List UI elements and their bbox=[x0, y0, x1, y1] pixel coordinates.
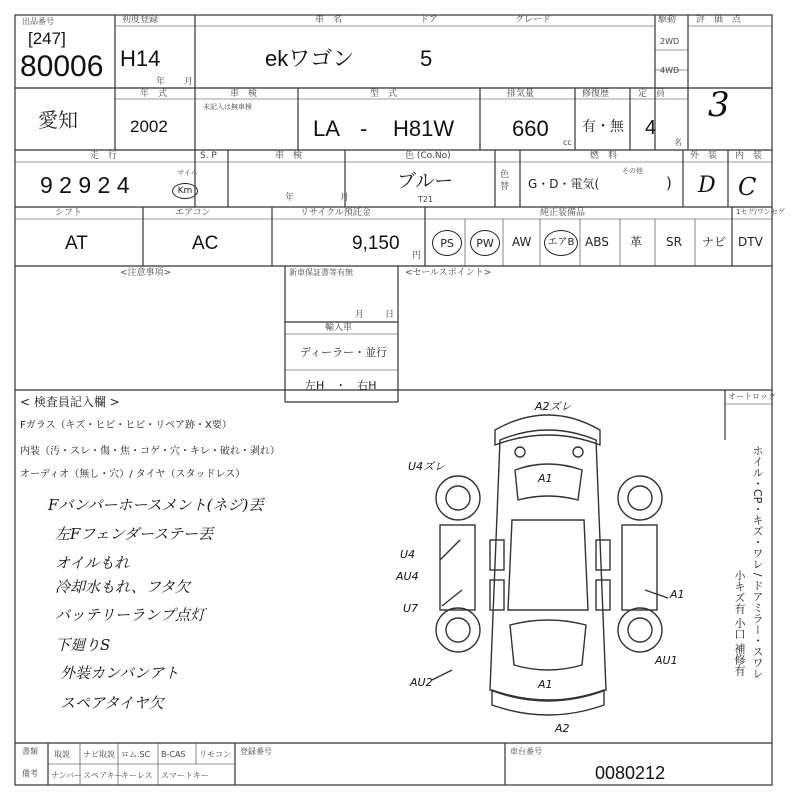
equipment-dtv: DTV bbox=[738, 235, 763, 249]
diagram-mark: AU2 bbox=[410, 676, 433, 689]
sp-label: S. P bbox=[200, 151, 217, 161]
diagram-mark: A2 bbox=[555, 722, 570, 735]
history-label: 修復歴 bbox=[582, 89, 610, 99]
door-label: ドア bbox=[420, 15, 438, 25]
fuel-label: 燃 料 bbox=[590, 151, 618, 161]
grade-label: グレード bbox=[515, 15, 552, 25]
drive-4wd: 4WD bbox=[660, 66, 680, 75]
equipment-aw: AW bbox=[512, 235, 532, 249]
diagram-mark: U4 bbox=[400, 548, 416, 561]
displacement-label: 排気量 bbox=[507, 89, 535, 99]
diagram-mark: AU4 bbox=[396, 570, 419, 583]
footer-item: キーレス bbox=[121, 771, 153, 780]
diagram-mark: AU1 bbox=[655, 654, 678, 667]
footer-item: スペアキー bbox=[83, 771, 123, 780]
displacement-unit: cc bbox=[563, 138, 572, 147]
inspector-note: Fバンパーホースメント(ネジ)丟 bbox=[48, 496, 264, 514]
equipment-label: 純正装備品 bbox=[540, 208, 586, 218]
first-reg-year-unit: 年 bbox=[156, 77, 166, 87]
mileage-value: 9 2 9 2 4 bbox=[40, 172, 130, 198]
footer-item: 取説 bbox=[54, 750, 70, 759]
vehicle-inspect-label: 車 検 bbox=[275, 151, 303, 161]
year-label: 年 式 bbox=[140, 89, 168, 99]
lane-number: [247] bbox=[28, 29, 66, 48]
vehicle-inspect-year: 年 bbox=[285, 193, 295, 203]
equipment-ps: PS bbox=[432, 230, 462, 256]
equipment-navi: ナビ bbox=[702, 235, 727, 249]
model-value: H81W bbox=[393, 116, 455, 141]
displacement-value: 660 bbox=[512, 116, 549, 141]
warranty-label: 新車保証書等有無 bbox=[289, 268, 353, 277]
mileage-unit-mile: マイル bbox=[177, 169, 198, 177]
capacity-unit: 名 bbox=[674, 138, 682, 147]
f-glass-line: Fガラス（キズ・ヒビ・ヒビ・リペア跡・X要） bbox=[20, 420, 232, 431]
model-label: 型 式 bbox=[370, 89, 398, 99]
color-code: T21 bbox=[418, 195, 434, 204]
diagram-mark: A2ズレ bbox=[535, 400, 572, 413]
recycle-unit: 円 bbox=[412, 251, 422, 261]
history-value: 有・無 bbox=[582, 119, 624, 135]
region: 愛知 bbox=[38, 108, 78, 132]
side-note-2: 小キズ有 小口 補修有 bbox=[733, 570, 746, 676]
color-change-label: 色替 bbox=[500, 170, 510, 192]
inspector-note: 冷却水もれ、フタ欠 bbox=[55, 578, 190, 596]
score-value: 3 bbox=[708, 85, 730, 125]
inspector-note: 下廻りS bbox=[55, 636, 111, 654]
interior-value: C bbox=[738, 173, 757, 201]
footer-item: B-CAS bbox=[161, 750, 186, 759]
recycle-value: 9,150 bbox=[352, 233, 400, 254]
footer-item: スマートキー bbox=[161, 771, 209, 780]
frame-number: 0080212 bbox=[595, 763, 666, 783]
model-prefix: LA bbox=[313, 116, 340, 141]
inspector-title: < 検査員記入欄 > bbox=[20, 395, 120, 409]
aircon-label: エアコン bbox=[175, 208, 211, 218]
model-dash: - bbox=[360, 116, 368, 141]
handle-label: 左H ・ 右H bbox=[305, 379, 377, 392]
sales-point-label: <セールスポイント> bbox=[405, 268, 492, 278]
equipment-abs: ABS bbox=[585, 235, 609, 249]
footer-item: ナンバー bbox=[51, 771, 83, 780]
drive-2wd: 2WD bbox=[660, 37, 680, 46]
inspector-note: バッテリーランプ点灯 bbox=[55, 606, 206, 624]
score-label: 評 価 点 bbox=[696, 15, 742, 25]
interior-line: 内装（汚・スレ・傷・焦・コゲ・穴・キレ・破れ・剥れ） bbox=[20, 446, 280, 457]
exterior-label: 外 装 bbox=[690, 151, 718, 161]
footer-docs-label: 書類 bbox=[22, 747, 38, 756]
inspector-note: 左Fフェンダーステー丟 bbox=[55, 525, 214, 543]
first-reg-label: 初度登録 bbox=[122, 15, 159, 25]
car-name-value: ekワゴン bbox=[265, 46, 355, 71]
color-value: ブルー bbox=[397, 170, 454, 192]
capacity-label: 定 員 bbox=[638, 89, 666, 99]
year-value: 2002 bbox=[130, 117, 168, 136]
frame-label: 車台番号 bbox=[510, 747, 542, 756]
diagram-mark: A1 bbox=[538, 678, 553, 691]
dealer-label: ディーラー・並行 bbox=[300, 346, 388, 359]
date-month: 月 bbox=[355, 310, 365, 320]
import-label: 輸入車 bbox=[325, 323, 353, 333]
date-day: 日 bbox=[385, 310, 395, 320]
car-damage-diagram bbox=[432, 415, 668, 715]
diagram-mark: U7 bbox=[403, 602, 419, 615]
inspector-note: スペアタイヤ欠 bbox=[60, 694, 164, 712]
drive-label: 駆動 bbox=[658, 15, 677, 25]
equipment-leather: 革 bbox=[630, 235, 643, 249]
inspector-note: 外装カンバンアト bbox=[60, 664, 179, 682]
lot-label: 出品番号 bbox=[22, 17, 54, 26]
oneseg-label: 1セグ/ワンセグ bbox=[736, 208, 785, 216]
door-value: 5 bbox=[420, 46, 433, 71]
mileage-unit-km: Km bbox=[172, 183, 198, 199]
side-note: ホイル・CP・キズ・ワレ / ドアミラー・スワレ bbox=[751, 445, 764, 680]
diagram-mark: A1 bbox=[670, 588, 685, 601]
footer-remarks-label: 備考 bbox=[22, 769, 38, 778]
reg-no-label: 登録番号 bbox=[240, 747, 272, 756]
audio-line: オーディオ（無し・穴）/ タイヤ（スタッドレス） bbox=[20, 469, 246, 480]
shift-label: シフト bbox=[55, 208, 83, 218]
color-label: 色 (Co.No) bbox=[405, 151, 451, 161]
mileage-label: 走 行 bbox=[90, 151, 118, 161]
fuel-value: G・D・電気( bbox=[528, 177, 600, 191]
recycle-label: リサイクル預託金 bbox=[300, 208, 371, 218]
auto-lock-label: オートロック bbox=[728, 392, 776, 401]
footer-item: ナビ取説 bbox=[83, 750, 115, 759]
exterior-value: D bbox=[698, 173, 716, 198]
inspection-note: 未記入は無車検 bbox=[203, 103, 252, 111]
vehicle-inspect-month: 月 bbox=[340, 193, 350, 203]
lot-number: 80006 bbox=[20, 50, 104, 83]
diagram-mark: A1 bbox=[538, 472, 553, 485]
capacity-value: 4 bbox=[645, 117, 657, 139]
inspection-label: 車 検 bbox=[230, 89, 258, 99]
interior-label: 内 装 bbox=[735, 151, 763, 161]
footer-item: ロム.SC bbox=[121, 750, 151, 759]
first-reg-value: H14 bbox=[120, 46, 161, 71]
shift-value: AT bbox=[65, 233, 88, 254]
fuel-other: その他 bbox=[622, 167, 643, 175]
equipment-sr: SR bbox=[666, 235, 682, 249]
diagram-mark: U4ズレ bbox=[408, 460, 446, 473]
equipment-pw: PW bbox=[470, 230, 500, 256]
first-reg-month-unit: 月 bbox=[184, 77, 194, 87]
fuel-paren-close: ) bbox=[666, 174, 672, 192]
aircon-value: AC bbox=[192, 233, 219, 254]
car-name-label: 車 名 bbox=[315, 15, 343, 25]
inspector-note: オイルもれ bbox=[55, 554, 130, 572]
caution-label: <注意事項> bbox=[120, 268, 172, 278]
equipment-airbag: エアB bbox=[544, 230, 578, 256]
footer-item: リモコン bbox=[199, 750, 231, 759]
